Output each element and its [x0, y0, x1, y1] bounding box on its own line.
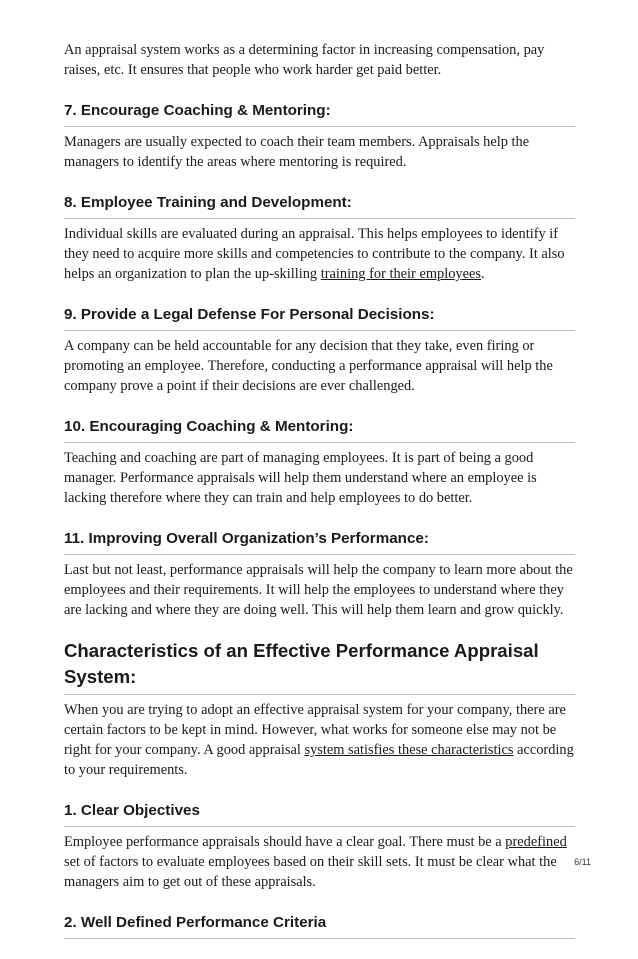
section-heading: 11. Improving Overall Organization’s Performance: [64, 528, 575, 555]
section-coaching-mentoring [64, 100, 575, 172]
section-encouraging-coaching [64, 416, 575, 508]
paragraph-text: set of factors to evaluate employees based on their skill sets. It must be clear what the managers aim to get out of these appraisals. [64, 854, 557, 890]
section-heading: 10. Encouraging Coaching & Mentoring: [64, 416, 575, 443]
section-heading: 7. Encourage Coaching & Mentoring: [64, 100, 575, 127]
section-legal-defense [64, 304, 575, 396]
intro-paragraph: An appraisal system works as a determining factor in increasing compensation, pay raises, etc. It ensures that people who work harder get paid better. [64, 42, 545, 78]
paragraph-text: according to your requirements. [64, 742, 574, 778]
section-paragraph: Managers are usually expected to coach their team members. Appraisals help the managers to identify the areas where mentoring is required. [64, 134, 530, 170]
page-number: 6/11 [574, 857, 591, 867]
section-characteristics [64, 638, 575, 780]
paragraph-text: . [480, 266, 485, 282]
section-clear-objectives [64, 800, 575, 892]
major-heading: Characteristics of an Effective Performance Appraisal System: [64, 638, 575, 695]
section-performance-criteria [64, 912, 575, 939]
paragraph-text: When you are trying to adopt an effective appraisal system for your company, there are certain factors to be kept in mind. However, what works for someone else may not be right for your company. A good appraisal [64, 702, 566, 758]
predefined-link[interactable]: predefined [505, 834, 567, 850]
section-organization-performance [64, 528, 575, 620]
section-paragraph: A company can be held accountable for any decision that they take, even firing or promoting an employee. Therefore, conducting a performance appraisal will help the company prove a point if their decisions are ever challenged. [64, 338, 553, 394]
section-heading: 2. Well Defined Performance Criteria [64, 912, 575, 939]
paragraph-text: Employee performance appraisals should have a clear goal. There must be a [64, 834, 506, 850]
section-heading: 1. Clear Objectives [64, 800, 575, 827]
paragraph-text: Individual skills are evaluated during an appraisal. This helps employees to identify if they need to acquire more skills and competencies to contribute to the company. It also helps an organization to plan the up-skilling [64, 226, 565, 282]
section-paragraph [64, 700, 575, 780]
document-page [64, 40, 575, 959]
section-paragraph [64, 832, 575, 892]
section-paragraph [64, 224, 575, 284]
section-paragraph: Teaching and coaching are part of managing employees. It is part of being a good manager. Performance appraisals will help them understand where an employee is lacking therefore where they can train and help employees to do better. [64, 450, 537, 506]
training-link[interactable]: training for their employees [320, 266, 481, 282]
section-training-development [64, 192, 575, 284]
characteristics-link[interactable]: system satisfies these characteristics [304, 742, 514, 758]
section-heading: 8. Employee Training and Development: [64, 192, 575, 219]
section-paragraph: Last but not least, performance appraisals will help the company to learn more about the employees and their requirements. It will help the employees to understand where they are lacking and where they are doing well. This will help them learn and grow quickly. [64, 562, 573, 618]
section-heading: 9. Provide a Legal Defense For Personal Decisions: [64, 304, 575, 331]
